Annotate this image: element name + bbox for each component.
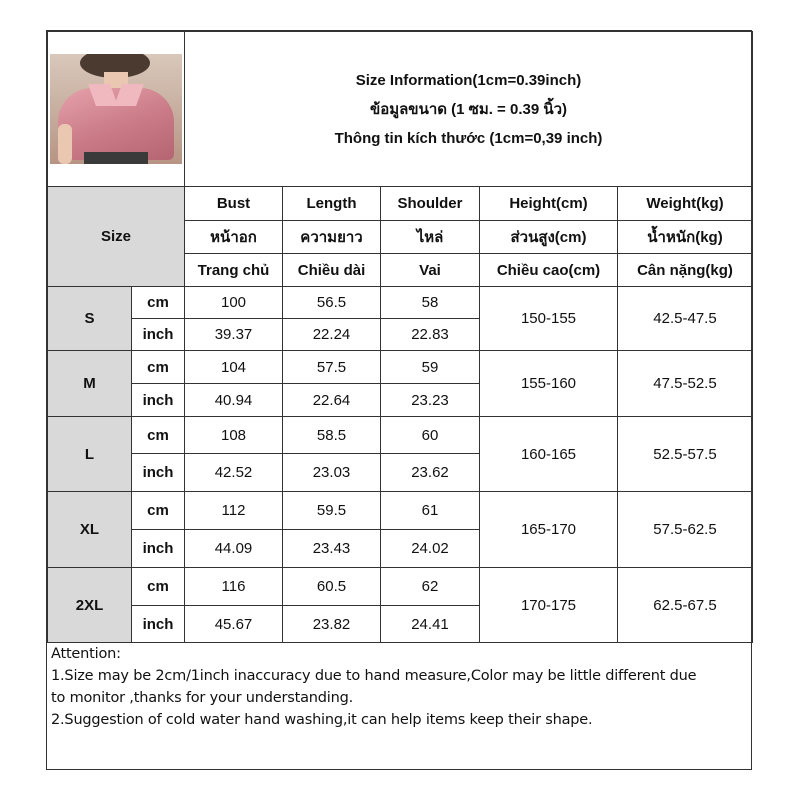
chart-title bbox=[185, 32, 753, 187]
weight-range: 42.5-47.5 bbox=[618, 287, 753, 351]
shoulder-inch: 24.41 bbox=[381, 606, 480, 643]
shoulder-inch: 24.02 bbox=[381, 530, 480, 568]
length-inch: 23.03 bbox=[283, 454, 381, 492]
col-shoulder-vi: Vai bbox=[381, 254, 480, 287]
title-english: Size Information(1cm=0.39inch) bbox=[355, 71, 582, 89]
bust-inch: 40.94 bbox=[185, 384, 283, 417]
weight-range: 62.5-67.5 bbox=[618, 568, 753, 643]
unit-cm: cm bbox=[132, 492, 185, 530]
unit-inch: inch bbox=[132, 319, 185, 351]
bust-cm: 108 bbox=[185, 417, 283, 454]
length-inch: 23.43 bbox=[283, 530, 381, 568]
shoulder-inch: 23.62 bbox=[381, 454, 480, 492]
col-bust-en: Bust bbox=[185, 187, 283, 221]
attention-notes bbox=[51, 643, 749, 731]
size-table bbox=[47, 31, 753, 643]
col-length-th: ความยาว bbox=[283, 221, 381, 254]
weight-range: 47.5-52.5 bbox=[618, 351, 753, 417]
unit-inch: inch bbox=[132, 530, 185, 568]
col-bust-th: หน้าอก bbox=[185, 221, 283, 254]
height-range: 165-170 bbox=[480, 492, 618, 568]
unit-cm: cm bbox=[132, 351, 185, 384]
size-label-l: L bbox=[48, 417, 132, 492]
bust-cm: 116 bbox=[185, 568, 283, 606]
length-inch: 22.24 bbox=[283, 319, 381, 351]
col-shoulder-en: Shoulder bbox=[381, 187, 480, 221]
unit-cm: cm bbox=[132, 287, 185, 319]
shoulder-cm: 58 bbox=[381, 287, 480, 319]
bust-cm: 104 bbox=[185, 351, 283, 384]
bust-inch: 39.37 bbox=[185, 319, 283, 351]
bust-cm: 100 bbox=[185, 287, 283, 319]
col-weight-en: Weight(kg) bbox=[618, 187, 753, 221]
attention-heading: Attention: bbox=[51, 646, 121, 662]
shoulder-cm: 60 bbox=[381, 417, 480, 454]
title-thai: ข้อมูลขนาด (1 ซม. = 0.39 นิ้ว) bbox=[369, 100, 568, 118]
height-range: 160-165 bbox=[480, 417, 618, 492]
shoulder-inch: 23.23 bbox=[381, 384, 480, 417]
shoulder-cm: 61 bbox=[381, 492, 480, 530]
height-range: 170-175 bbox=[480, 568, 618, 643]
unit-cm: cm bbox=[132, 417, 185, 454]
col-weight-vi: Cân nặng(kg) bbox=[618, 254, 753, 287]
title-vietnamese: Thông tin kích thước (1cm=0,39 inch) bbox=[334, 129, 603, 147]
length-cm: 60.5 bbox=[283, 568, 381, 606]
unit-inch: inch bbox=[132, 384, 185, 417]
col-length-vi: Chiều dài bbox=[283, 254, 381, 287]
col-height-th: ส่วนสูง(cm) bbox=[480, 221, 618, 254]
bust-inch: 42.52 bbox=[185, 454, 283, 492]
unit-inch: inch bbox=[132, 454, 185, 492]
weight-range: 57.5-62.5 bbox=[618, 492, 753, 568]
height-range: 155-160 bbox=[480, 351, 618, 417]
bust-inch: 44.09 bbox=[185, 530, 283, 568]
col-height-vi: Chiều cao(cm) bbox=[480, 254, 618, 287]
length-cm: 58.5 bbox=[283, 417, 381, 454]
size-chart-sheet bbox=[46, 30, 752, 770]
product-photo bbox=[50, 54, 182, 164]
length-inch: 23.82 bbox=[283, 606, 381, 643]
attention-note-1a: 1.Size may be 2cm/1inch inaccuracy due to hand measure,Color may be little different due bbox=[51, 668, 697, 684]
attention-note-1b: to monitor ,thanks for your understanding. bbox=[51, 690, 354, 706]
length-cm: 57.5 bbox=[283, 351, 381, 384]
length-cm: 59.5 bbox=[283, 492, 381, 530]
bust-cm: 112 bbox=[185, 492, 283, 530]
col-weight-th: น้ำหนัก(kg) bbox=[618, 221, 753, 254]
shoulder-inch: 22.83 bbox=[381, 319, 480, 351]
size-header: Size bbox=[48, 187, 185, 287]
shoulder-cm: 62 bbox=[381, 568, 480, 606]
bust-inch: 45.67 bbox=[185, 606, 283, 643]
height-range: 150-155 bbox=[480, 287, 618, 351]
length-inch: 22.64 bbox=[283, 384, 381, 417]
unit-inch: inch bbox=[132, 606, 185, 643]
size-label-xl: XL bbox=[48, 492, 132, 568]
length-cm: 56.5 bbox=[283, 287, 381, 319]
shoulder-cm: 59 bbox=[381, 351, 480, 384]
col-shoulder-th: ไหล่ bbox=[381, 221, 480, 254]
attention-note-2: 2.Suggestion of cold water hand washing,it can help items keep their shape. bbox=[51, 712, 593, 728]
size-label-m: M bbox=[48, 351, 132, 417]
unit-cm: cm bbox=[132, 568, 185, 606]
col-length-en: Length bbox=[283, 187, 381, 221]
weight-range: 52.5-57.5 bbox=[618, 417, 753, 492]
col-height-en: Height(cm) bbox=[480, 187, 618, 221]
col-bust-vi: Trang chủ bbox=[185, 254, 283, 287]
size-label-2xl: 2XL bbox=[48, 568, 132, 643]
size-label-s: S bbox=[48, 287, 132, 351]
product-photo-cell bbox=[48, 32, 185, 187]
